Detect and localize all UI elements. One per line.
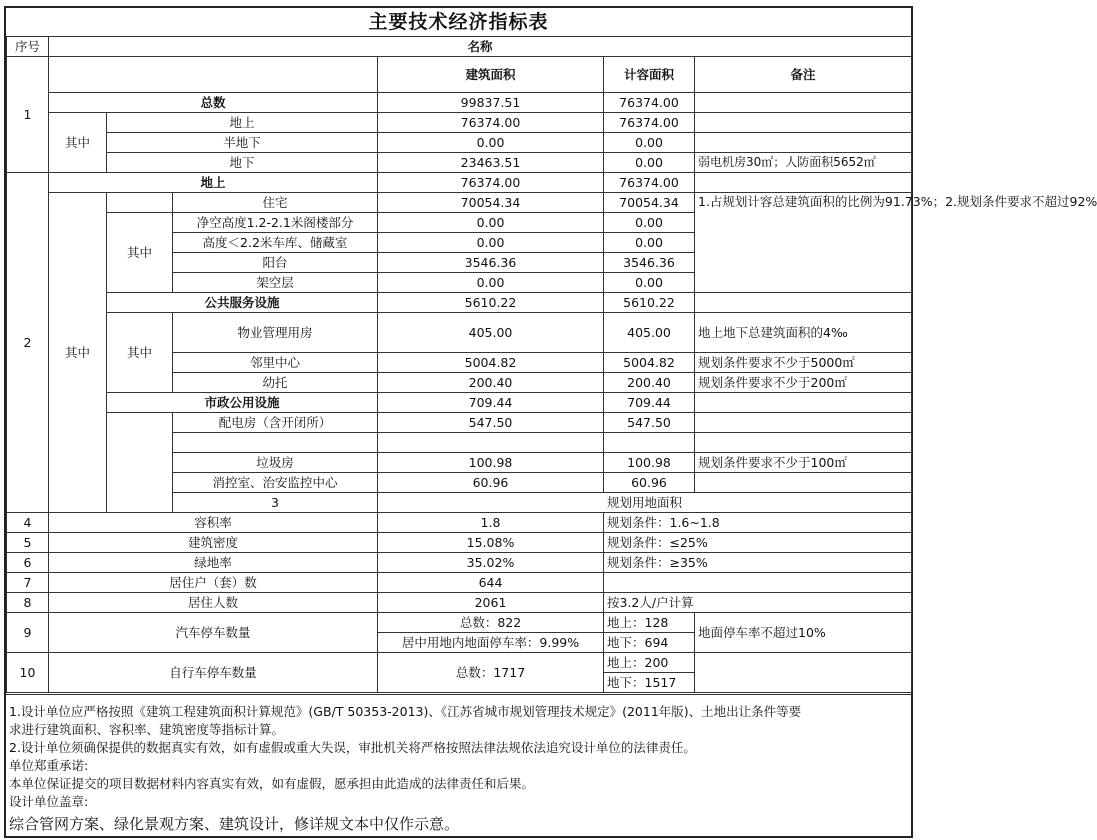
remark-cell: 规划条件要求不少于200㎡ <box>695 373 912 393</box>
cell-value: 15.08% <box>378 533 604 553</box>
row-label: 建筑密度 <box>49 533 378 553</box>
table-row <box>7 293 912 313</box>
remark-cell: 按3.2人/户计算 <box>604 593 912 613</box>
cell-value: 3546.36 <box>604 253 695 273</box>
remark-cell: 地面停车率不超过10% <box>695 613 912 653</box>
cell-value: 547.50 <box>378 413 604 433</box>
row-label: 地上 <box>49 173 378 193</box>
cell-value: 0.00 <box>378 213 604 233</box>
cell-value: 居中用地内地面停车率：9.99% <box>378 633 604 653</box>
row-label: 自行车停车数量 <box>49 653 378 693</box>
cell-value: 0.00 <box>604 213 695 233</box>
cell-value: 23463.51 <box>378 153 604 173</box>
row-label: 阳台 <box>173 253 378 273</box>
cell-value: 405.00 <box>604 313 695 353</box>
remark-cell: 规划条件：1.6~1.8 <box>604 513 912 533</box>
cell-value: 地上：128 <box>604 613 695 633</box>
remark-cell: 地上地下总建筑面积的4‰ <box>695 313 912 353</box>
cell-value: 709.44 <box>604 393 695 413</box>
note-line: 单位郑重承诺: <box>9 758 89 773</box>
cell-value: 地上：200 <box>604 653 695 673</box>
table-row <box>7 653 912 673</box>
cell-value: 总数：822 <box>378 613 604 633</box>
row-label: 地下 <box>107 153 378 173</box>
seq-1: 1 <box>7 57 49 173</box>
seq-cell: 4 <box>7 513 49 533</box>
table-row <box>7 113 912 133</box>
row-label: 容积率 <box>49 513 378 533</box>
table-row <box>7 573 912 593</box>
sheet-title: 主要技术经济指标表 <box>6 8 911 37</box>
table-row <box>7 513 912 533</box>
row-label: 规划用地面积 <box>378 493 912 513</box>
remark-cell: 规划条件要求不少于100㎡ <box>695 453 912 473</box>
table-row <box>7 553 912 573</box>
table-row <box>7 613 912 633</box>
cell-value: 60.96 <box>378 473 604 493</box>
cell-value: 35.02% <box>378 553 604 573</box>
note-line: 1.设计单位应严格按照《建筑工程建筑面积计算规范》(GB/T 50353-2013)、《江苏省城市规划管理技术规定》(2011年版)、土地出让条件等要 <box>9 704 802 719</box>
row-label: 垃圾房 <box>173 453 378 473</box>
cell-value: 0.00 <box>378 133 604 153</box>
row-label: 净空高度1.2-2.1米阁楼部分 <box>173 213 378 233</box>
remark-cell: 1.占规划计容总建筑面积的比例为91.73%；2.规划条件要求不超过92% <box>695 193 912 293</box>
row-label: 幼托 <box>173 373 378 393</box>
table-row <box>7 593 912 613</box>
qizhong-label: 其中 <box>49 193 107 513</box>
cell-value: 547.50 <box>604 413 695 433</box>
qizhong-label: 其中 <box>49 113 107 173</box>
cell-value: 0.00 <box>604 233 695 253</box>
cell-value: 100.98 <box>378 453 604 473</box>
cell-value: 地下：1517 <box>604 673 695 693</box>
cell-value: 99837.51 <box>378 93 604 113</box>
header-far-area: 计容面积 <box>604 57 695 93</box>
cell-value: 0.00 <box>378 273 604 293</box>
row-label: 高度＜2.2米车库、储藏室 <box>173 233 378 253</box>
remark-cell: 规划条件：≥35% <box>604 553 912 573</box>
cell-value: 0.00 <box>378 233 604 253</box>
cell-value: 70054.34 <box>604 193 695 213</box>
cell-value: 总数：1717 <box>378 653 604 693</box>
remark-cell: 弱电机房30㎡；人防面积5652㎡ <box>695 153 912 173</box>
cell-value: 76374.00 <box>604 93 695 113</box>
row-label: 居住人数 <box>49 593 378 613</box>
table-row <box>7 173 912 193</box>
row-label: 邻里中心 <box>173 353 378 373</box>
cell-value: 70054.34 <box>378 193 604 213</box>
row-label: 物业管理用房 <box>173 313 378 353</box>
table-row <box>7 133 912 153</box>
cell-value: 0.00 <box>604 153 695 173</box>
row-label: 住宅 <box>173 193 378 213</box>
cell-value: 5004.82 <box>378 353 604 373</box>
seq-cell: 5 <box>7 533 49 553</box>
header-seq: 序号 <box>7 37 49 57</box>
cell-value: 5610.22 <box>378 293 604 313</box>
indicator-table <box>6 36 1097 693</box>
cell-value: 地下：694 <box>604 633 695 653</box>
indicator-sheet <box>4 6 1097 838</box>
cell-value: 76374.00 <box>378 113 604 133</box>
seq-cell: 8 <box>7 593 49 613</box>
table-row <box>7 313 912 353</box>
cell-value: 200.40 <box>604 373 695 393</box>
cell-value: 100.98 <box>604 453 695 473</box>
seq-cell: 9 <box>7 613 49 653</box>
header-remark: 备注 <box>695 57 912 93</box>
note-line: 求进行建筑面积、容积率、建筑密度等指标计算。 <box>9 722 285 737</box>
seq-cell: 10 <box>7 653 49 693</box>
qizhong-label: 其中 <box>107 313 173 393</box>
table-row <box>7 413 912 433</box>
total-label: 总数 <box>49 93 378 113</box>
row-label: 消控室、治安监控中心 <box>173 473 378 493</box>
note-line: 2.设计单位须确保提供的数据真实有效，如有虚假或重大失误，审批机关将严格按照法律法规依法追究设计单位的法律责任。 <box>9 740 696 755</box>
cell-value: 1.8 <box>378 513 604 533</box>
note-line: 综合管网方案、绿化景观方案、建筑设计，修详规文本中仅作示意。 <box>9 815 460 833</box>
cell-value: 405.00 <box>378 313 604 353</box>
cell-value: 76374.00 <box>604 113 695 133</box>
cell-value: 60.96 <box>604 473 695 493</box>
cell-value: 644 <box>378 573 604 593</box>
row-label: 公共服务设施 <box>107 293 378 313</box>
row-label: 地上 <box>107 113 378 133</box>
cell-value: 0.00 <box>604 133 695 153</box>
table-row <box>7 57 912 93</box>
note-line: 本单位保证提交的项目数据材料内容真实有效，如有虚假，愿承担由此造成的法律责任和后果。 <box>9 776 535 791</box>
header-name: 名称 <box>49 37 912 57</box>
table-row <box>7 153 912 173</box>
seq-cell: 6 <box>7 553 49 573</box>
row-label: 配电房（含开闭所） <box>173 413 378 433</box>
remark-cell: 规划条件：≤25% <box>604 533 912 553</box>
header-build-area: 建筑面积 <box>378 57 604 93</box>
note-line: 设计单位盖章: <box>9 794 89 809</box>
cell-value: 3546.36 <box>378 253 604 273</box>
notes-section <box>6 694 911 838</box>
table-row <box>7 393 912 413</box>
cell-value: 76374.00 <box>378 173 604 193</box>
table-row <box>7 193 912 213</box>
row-label: 市政公用设施 <box>107 393 378 413</box>
row-label: 绿地率 <box>49 553 378 573</box>
cell-value: 5004.82 <box>604 353 695 373</box>
remark-cell: 规划条件要求不少于5000㎡ <box>695 353 912 373</box>
cell-value: 2061 <box>378 593 604 613</box>
table-row <box>7 533 912 553</box>
cell-value: 76374.00 <box>604 173 695 193</box>
seq-cell: 7 <box>7 573 49 593</box>
seq-cell: 3 <box>173 493 378 513</box>
seq-2: 2 <box>7 173 49 513</box>
table-row <box>7 37 912 57</box>
row-label: 汽车停车数量 <box>49 613 378 653</box>
row-label: 居住户（套）数 <box>49 573 378 593</box>
row-label: 架空层 <box>173 273 378 293</box>
cell-value: 200.40 <box>378 373 604 393</box>
cell-value: 709.44 <box>378 393 604 413</box>
row-label: 半地下 <box>107 133 378 153</box>
table-row <box>7 93 912 113</box>
cell-value: 5610.22 <box>604 293 695 313</box>
qizhong-label: 其中 <box>107 213 173 293</box>
cell-value: 0.00 <box>604 273 695 293</box>
